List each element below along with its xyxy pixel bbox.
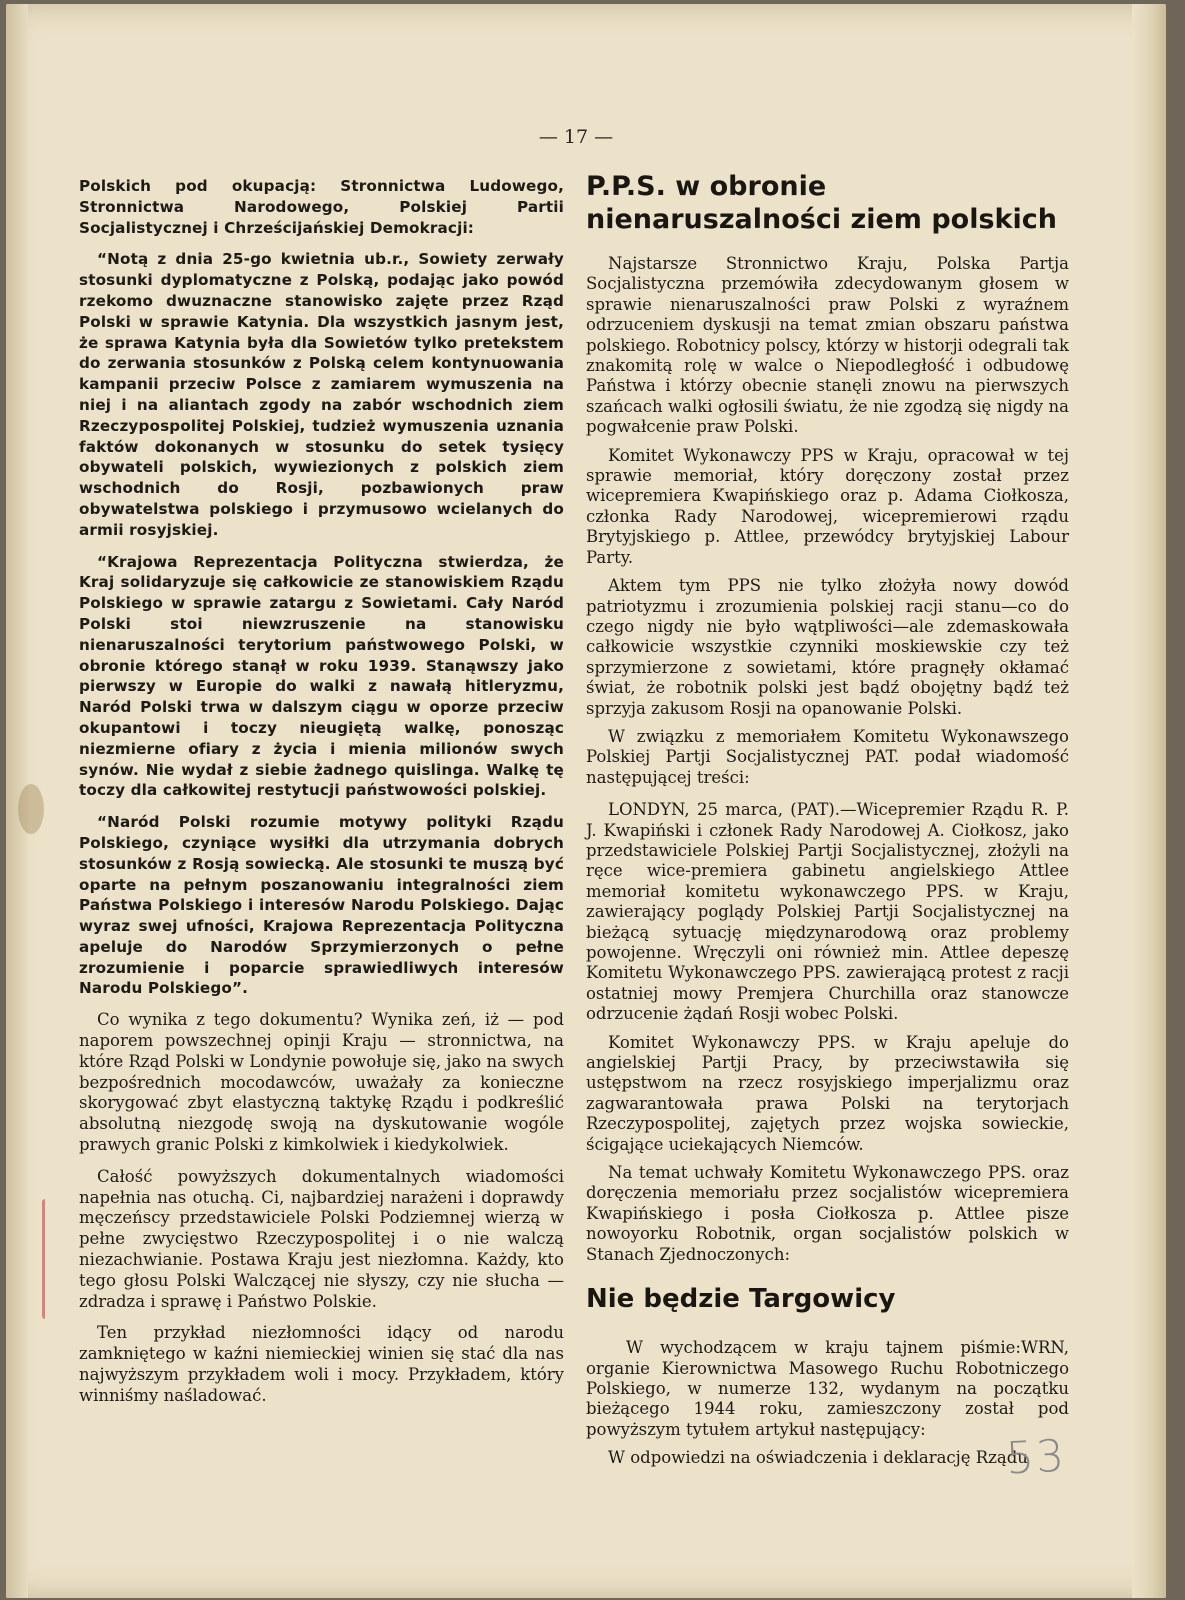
paragraph: W wychodzącem w kraju tajnem piśmie:WRN, organie Kierownictwa Masowego Ruchu Robotniczego Polskiego, w numerze 132, wydanym na początku bieżącego 1944 roku, zamieszczony został pod powyższym tytułem artykuł następujący: xyxy=(586,1338,1069,1439)
paragraph: “Naród Polski rozumie motywy polityki Rządu Polskiego, czyniące wysiłki dla utrzymania dobrych stosunków z Rosją sowiecką. Ale stosunki te muszą być oparte na pełnym poszanowaniu integralności ziem Państwa Polskiego i interesów Narodu Polskiego. Dając wyraz swej ufności, Krajowa Reprezentacja Polityczna apeluje do Narodów Sprzymierzonych o pełne zrozumienie i poparcie sprawiedliwych interesów Narodu Polskiego”. xyxy=(79,813,564,998)
paragraph: Aktem tym PPS nie tylko złożyła nowy dowód patriotyzmu i zrozumienia polskiej racji stanu—co do czego nigdy nie było wątpliwości—ale zdemaskowała całkowicie wszystkie czynniki moskiewskie czy też sprzymierzone z sowietami, które pragnęły okłamać świat, że robotnik polski jest bądź obojętny bądź też sprzyja zakusom Rosji na opanowanie Polski. xyxy=(586,576,1069,718)
paragraph: Komitet Wykonawczy PPS. w Kraju apeluje do angielskiej Partji Pracy, by przeciwstawiła się ustępstwom na rzecz rosyjskiego imperjalizmu oraz zagwarantowała prawa Polski na terytorjach Rzeczypospolitej, zajętych przez wojska sowieckie, ścigające uciekających Niemców. xyxy=(586,1032,1069,1154)
paragraph: Całość powyższych dokumentalnych wiadomości napełnia nas otuchą. Ci, najbardziej narażeni i doprawdy męczeńscy przedstawiciele Polski Podziemnej wierzą w pełne zwycięstwo Rzeczypospolitej i o nie walczą niezachwianie. Postawa Kraju jest niezłomna. Każdy, kto tego głosu Polski Walczącej nie słyszy, czy nie słucha — zdradza i sprawę i Państwo Polskie. xyxy=(79,1166,564,1311)
paragraph: LONDYN, 25 marca, (PAT).—Wicepremier Rządu R. P. J. Kwapiński i członek Rady Narodowej A. Ciołkosz, jako przedstawiciele Polskiej Partji Socjalistycznej, złożyli na ręce wice-premiera gabinetu angielskiego Attlee memoriał komitetu wykonawczego PPS. w Kraju, zawierający poglądy Polskiej Partji Socjalistycznej na bieżącą sytuację międzynarodową oraz problemy powojenne. Wręczyli oni również min. Attlee depeszę Komitetu Wykonawczego PPS. zawierającą protest z racji ostatniej mowy Premjera Churchilla oraz stanowcze odrzucenie żądań Rosji wobec Polski. xyxy=(586,800,1069,1024)
paragraph: Komitet Wykonawczy PPS w Kraju, opracował w tej sprawie memoriał, który doręczony został przez wicepremiera Kwapińskiego oraz p. Adama Ciołkosza, członka Rady Narodowej, wicepremierowi rządu Brytyjskiego p. Attlee, przewódcy brytyjskiej Labour Party. xyxy=(586,445,1069,567)
article-heading: P.P.S. w obronie nienaruszalności ziem polskich xyxy=(586,171,1057,235)
paragraph: Ten przykład niezłomności idący od narodu zamkniętego w kaźni niemieckiej winien się stać dla nas najwyższym przykładem woli i mocy. Przykładem, który winniśmy naśladować. xyxy=(79,1323,564,1405)
paragraph: W związku z memoriałem Komitetu Wykonawszego Polskiej Partji Socjalistycznej PAT. podał wiadomość następującej treści: xyxy=(586,726,1069,787)
left-column xyxy=(79,176,564,1418)
article-heading: Nie będzie Targowicy xyxy=(586,1284,896,1315)
red-margin-mark xyxy=(42,1199,51,1319)
paragraph: Na temat uchwały Komitetu Wykonawczego PPS. oraz doręczenia memoriału przez socjalistów wicepremiera Kwapińskiego i posła Ciołkosza p. Attlee pisze nowoyorku Robotnik, organ socjalistów polskich w Stanach Zjednoczonych: xyxy=(586,1163,1069,1264)
paper-stain xyxy=(18,784,44,834)
handwritten-page-number: 53 xyxy=(1004,1430,1068,1485)
paragraph: Najstarsze Stronnictwo Kraju, Polska Partja Socjalistyczna przemówiła zdecydowanym głosem w sprawie nienaruszalności praw Polski z wyraźnem odrzuceniem dyskusji na temat zmian obszaru państwa polskiego. Robotnicy polscy, którzy w historji odegrali tak znakomitą rolę w walce o Niepodległość i odbudowę Państwa i którzy obecnie stanęli znowu na pierwszych szańcach walki ogłosili światu, że nie zgodzą się nigdy na pogwałcenie praw Polski. xyxy=(586,254,1069,437)
paragraph: “Notą z dnia 25-go kwietnia ub.r., Sowiety zerwały stosunki dyplomatyczne z Polską, podając jako powód rzekomo dwuznaczne stanowisko zajęte przez Rząd Polski w sprawie Katynia. Dla wszystkich jasnym jest, że sprawa Katynia była dla Sowietów tylko pretekstem do zerwania stosunków z Polską celem kontynuowania kampanii przeciw Polsce z zamiarem wymuszenia na niej i na aliantach zgody na zabór wschodnich ziem Rzeczypospolitej Polskiej, tudzież wymuszenia uznania faktów dokonanych w stosunku do setek tysięcy obywateli polskich, wywiezionych z polskich ziem wschodnich do Rosji, pozbawionych praw obywatelstwa polskiego i przymusowo wcielanych do armii rosyjskiej. xyxy=(79,250,564,539)
paragraph: Polskich pod okupacją: Stronnictwa Ludowego, Stronnictwa Narodowego, Polskiej Partii Socjalistycznej i Chrześcijańskiej Demokracji: xyxy=(79,177,564,237)
page-edge xyxy=(1132,4,1166,1598)
paragraph: W odpowiedzi na oświadczenia i deklarację Rządu xyxy=(608,1448,1028,1468)
right-column xyxy=(586,170,1069,1469)
document-page xyxy=(6,4,1166,1598)
paragraph: “Krajowa Reprezentacja Polityczna stwierdza, że Kraj solidaryzuje się całkowicie ze stanowiskiem Rządu Polskiego w sprawie zatargu z Sowietami. Cały Naród Polski stoi niewzruszenie na stanowisku nienaruszalności terytorium państwowego Polski, w obronie którego stanął w roku 1939. Stanąwszy jako pierwszy w Europie do walki z nawałą hitleryzmu, Naród Polski trwa w dalszym ciągu w oporze przeciw okupantowi i toczy nieugiętą walkę, ponosząc niezmierne ofiary z życia i mienia milionów swych synów. Nie wydał z siebie żadnego quislinga. Walkę tę toczy dla całkowitej restytucji państwowości polskiej. xyxy=(79,552,564,800)
page-number: — 17 — xyxy=(538,126,614,148)
paragraph: Co wynika z tego dokumentu? Wynika zeń, iż — pod naporem powszechnej opinji Kraju — stronnictwa, na które Rząd Polski w Londynie powołuje się, jako na swych bezpośrednich mocodawców, uważały za konieczne skorygować zbyt elastyczną taktykę Rządu i podkreślić absolutną niezgodę swoją na dyskutowanie wogóle prawych granic Polski z kimkolwiek i kiedykolwiek. xyxy=(79,1010,564,1155)
